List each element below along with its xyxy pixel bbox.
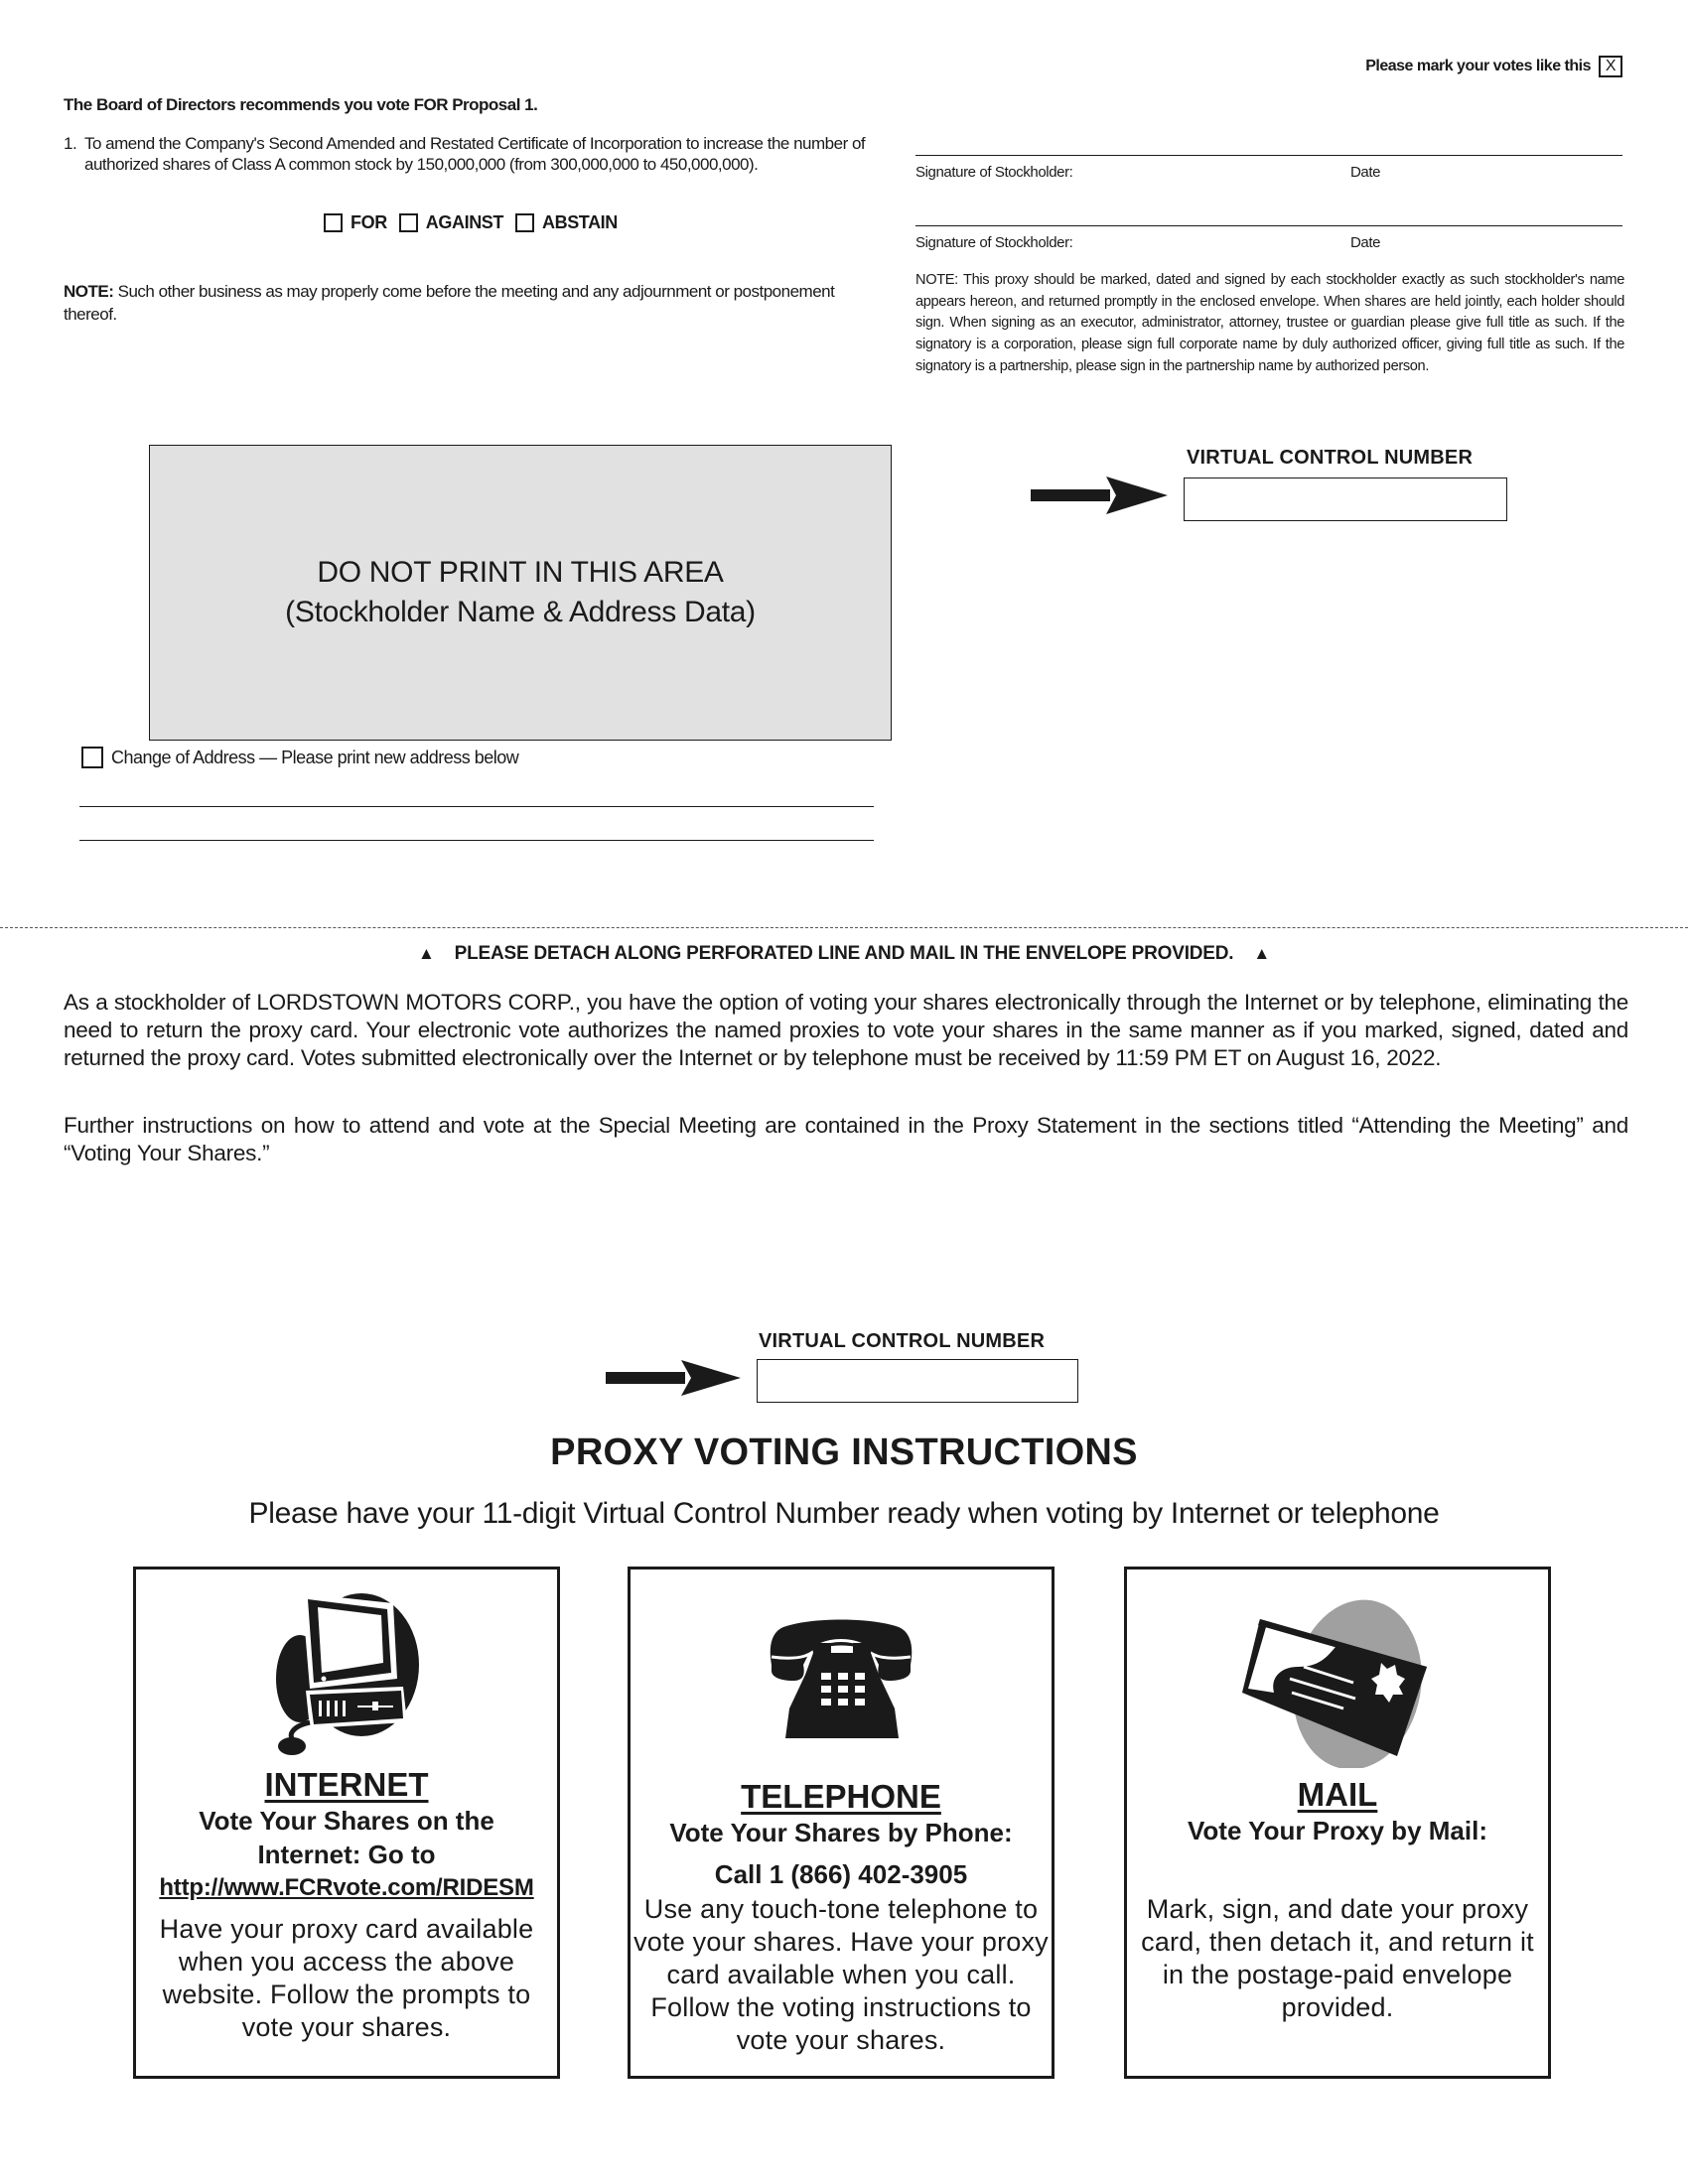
signature-line-2[interactable] [915, 225, 1622, 226]
change-of-address[interactable] [81, 747, 518, 768]
date-label-1: Date [1350, 164, 1381, 181]
telephone-number[interactable]: Call 1 (866) 402-3905 [714, 1859, 968, 1889]
mail-subtitle: Vote Your Proxy by Mail: [1188, 1816, 1487, 1845]
signature-label-2: Signature of Stockholder: [915, 234, 1073, 251]
mark-example [1365, 56, 1622, 77]
internet-voting-link[interactable]: http://www.FCRvote.com/RIDESM [159, 1874, 534, 1901]
arrow-right-icon [1031, 477, 1168, 514]
proxy-voting-instructions-subtitle: Please have your 11-digit Virtual Control Number ready when voting by Internet or telephone [248, 1497, 1440, 1530]
vote-option-abstain[interactable] [515, 212, 618, 233]
signature-line-1[interactable] [915, 155, 1622, 156]
board-recommendation: The Board of Directors recommends you vote FOR Proposal 1. [64, 95, 538, 114]
triangle-up-icon: ▲ [417, 944, 435, 963]
proposal-text: To amend the Company's Second Amended and Restated Certificate of Incorporation to increase the number of authorized shares of Class A common stock by 150,000,000 (from 300,000,000 to 450,000,000). [84, 134, 866, 174]
new-address-line-1[interactable] [79, 806, 874, 807]
internet-title: INTERNET [264, 1766, 429, 1803]
telephone-icon [762, 1613, 920, 1740]
vote-option-against[interactable] [399, 212, 503, 233]
mail-title: MAIL [1297, 1776, 1378, 1813]
internet-instructions: Have your proxy card available when you access the above website. Follow the prompts to vote your shares. [159, 1914, 534, 2042]
mail-voting-box [1124, 1567, 1551, 2079]
date-label-2: Date [1350, 234, 1381, 251]
triangle-up-icon: ▲ [1253, 944, 1271, 963]
note-text: Such other business as may properly come before the meeting and any adjournment or postponement thereof. [64, 282, 835, 324]
change-of-address-label: Change of Address — Please print new address below [111, 747, 519, 767]
virtual-control-number-field-2[interactable] [757, 1359, 1078, 1403]
signature-label-1: Signature of Stockholder: [915, 164, 1073, 181]
mail-instructions: Mark, sign, and date your proxy card, then detach it, and return it in the postage-paid envelope provided. [1141, 1894, 1534, 2022]
do-not-print-label: DO NOT PRINT IN THIS AREA [317, 556, 724, 589]
mail-envelope-icon [1238, 1589, 1437, 1768]
against-label: AGAINST [425, 212, 503, 232]
further-instructions-paragraph: Further instructions on how to attend and vote at the Special Meeting are contained in the Proxy Statement in the sections titled “Attending the Meeting” and “Voting Your Shares.” [64, 1113, 1628, 1165]
proposal-number: 1. [64, 134, 77, 153]
electronic-voting-paragraph: As a stockholder of LORDSTOWN MOTORS CORP., you have the option of voting your shares electronically through the Internet or by telephone, eliminating the need to return the proxy card. Your electronic vote authorizes the named proxies to vote your shares in the same manner as if you marked, signed, dated and returned the proxy card. Votes submitted electronically over the Internet or by telephone must be received by 11:59 PM ET on August 16, 2022. [64, 990, 1628, 1070]
telephone-voting-box [628, 1567, 1055, 2079]
vote-option-for[interactable] [324, 212, 387, 233]
arrow-right-icon [606, 1360, 741, 1396]
other-business-note [64, 280, 878, 326]
detach-note-text: PLEASE DETACH ALONG PERFORATED LINE AND MAIL IN THE ENVELOPE PROVIDED. [454, 943, 1234, 964]
computer-icon [262, 1587, 431, 1756]
stockholder-data-label: (Stockholder Name & Address Data) [285, 596, 756, 628]
proxy-voting-instructions-title: PROXY VOTING INSTRUCTIONS [550, 1432, 1138, 1473]
virtual-control-number-label-2: VIRTUAL CONTROL NUMBER [759, 1330, 1046, 1352]
signature-instructions-note: NOTE: This proxy should be marked, dated and signed by each stockholder exactly as such stockholder's name appears hereon, and returned promptly in the enclosed envelope. When shares are held jointly, each holder should sign. When signing as an executor, administrator, attorney, trustee or guardian please give full title as such. If the signatory is a corporation, please sign full corporate name by duly authorized officer, giving full title as such. If the signatory is a partnership, please sign in the partnership name by authorized person. [915, 272, 1624, 374]
internet-subtitle: Vote Your Shares on the Internet: Go to [199, 1806, 494, 1869]
telephone-subtitle: Vote Your Shares by Phone: [669, 1818, 1013, 1847]
mail-voting-content [1127, 1776, 1548, 2024]
perforated-line [0, 927, 1688, 928]
telephone-voting-content [631, 1778, 1052, 2057]
x-mark-icon: X [1599, 56, 1622, 77]
abstain-label: ABSTAIN [542, 212, 618, 232]
telephone-instructions: Use any touch-tone telephone to vote your shares. Have your proxy card available when you call. Follow the voting instructions to vote your shares. [633, 1894, 1049, 2055]
mark-example-label: Please mark your votes like this [1365, 58, 1591, 74]
for-checkbox[interactable] [324, 213, 343, 232]
change-of-address-checkbox[interactable] [81, 747, 103, 768]
new-address-line-2[interactable] [79, 840, 874, 841]
virtual-control-number-field[interactable] [1184, 478, 1507, 521]
note-label: NOTE: [64, 282, 114, 301]
virtual-control-number-label: VIRTUAL CONTROL NUMBER [1187, 447, 1474, 469]
detach-note [0, 943, 1688, 965]
internet-voting-box [133, 1567, 560, 2079]
for-label: FOR [351, 212, 387, 232]
against-checkbox[interactable] [399, 213, 418, 232]
telephone-title: TELEPHONE [741, 1778, 941, 1815]
internet-voting-content [136, 1766, 557, 2044]
proposal-1 [64, 133, 888, 175]
abstain-checkbox[interactable] [515, 213, 534, 232]
vote-options [324, 212, 622, 233]
stockholder-address-area [149, 445, 892, 741]
